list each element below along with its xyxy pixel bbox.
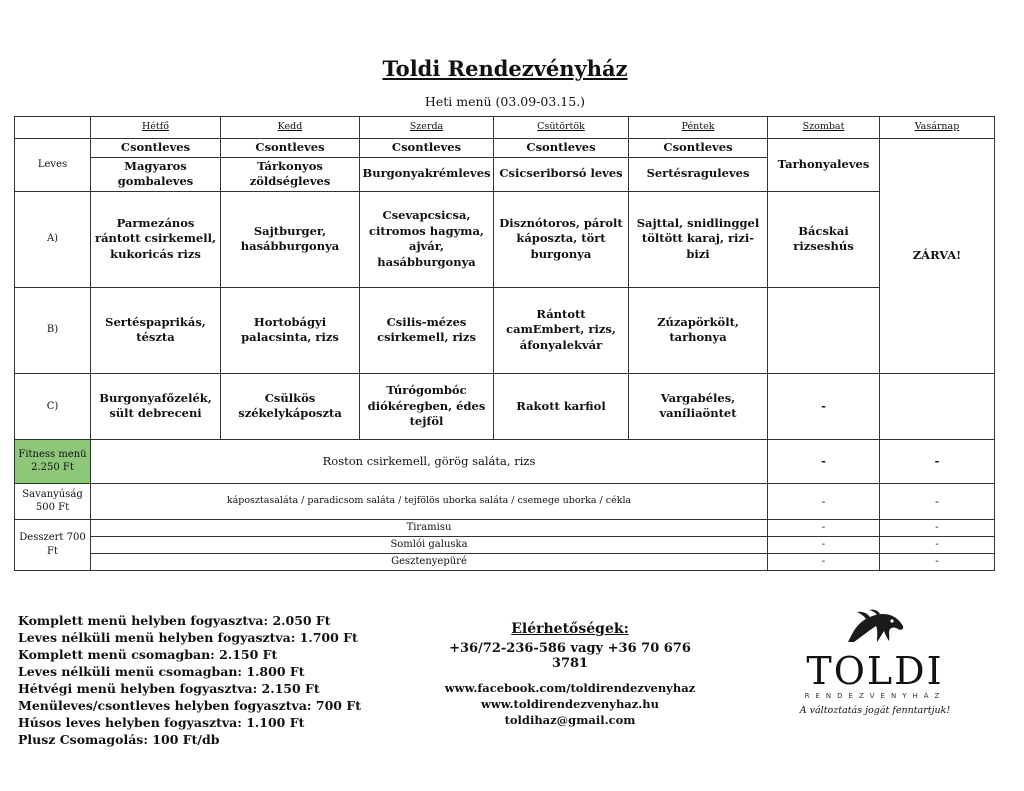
soup-main: Sertésraguleves: [629, 157, 768, 191]
page-subtitle: Heti menü (03.09-03.15.): [424, 94, 586, 109]
dessert-row: [15, 519, 995, 536]
logo-subtitle: RENDEZVÉNYHÁZ: [804, 692, 946, 700]
menu-b-cell: Rántott camEmbert, rizs, áfonyalekvár: [494, 287, 629, 373]
price-line: Komplett menü helyben fogyasztva: 2.050 Ft: [18, 613, 331, 628]
price-line: Leves nélküli menü helyben fogyasztva: 1.700 Ft: [18, 630, 358, 645]
day-header: Hétfő: [91, 117, 221, 139]
menu-c-row: [15, 373, 995, 439]
row-label-savanyusag: Savanyúság 500 Ft: [15, 483, 91, 519]
dessert-name: Gesztenyepüré: [91, 553, 768, 570]
menu-b-row: [15, 287, 995, 373]
menu-a-cell: Csevapcsicsa, citromos hagyma, ajvár, hasábburgonya: [360, 191, 494, 287]
menu-b-cell: Hortobágyi palacsinta, rizs: [221, 287, 360, 373]
menu-c-cell: Rakott karfiol: [494, 373, 629, 439]
menu-b-cell: Sertéspaprikás, tészta: [91, 287, 221, 373]
dessert-row: [15, 553, 995, 570]
logo-wordmark: TOLDI: [806, 649, 944, 693]
row-label-fitness: Fitness menü 2.250 Ft: [15, 439, 91, 483]
contact-heading: Elérhetőségek:: [511, 621, 629, 637]
contact-block: [430, 621, 710, 728]
saturday-soup: Tarhonyaleves: [768, 139, 880, 192]
header-corner: [15, 117, 91, 139]
fitness-dish: Roston csirkemell, görög saláta, rizs: [91, 439, 768, 483]
facebook-link[interactable]: www.facebook.com/toldirendezvenyhaz: [444, 681, 696, 695]
dessert-sunday: -: [880, 553, 995, 570]
price-line: Hétvégi menü helyben fogyasztva: 2.150 Ft: [18, 681, 320, 696]
email-link[interactable]: toldihaz@gmail.com: [504, 713, 636, 727]
savanyusag-row: [15, 483, 995, 519]
dessert-saturday: -: [768, 519, 880, 536]
menu-a-cell: Sajtburger, hasábburgonya: [221, 191, 360, 287]
day-header: Kedd: [221, 117, 360, 139]
menu-c-cell: Túrógombóc diókéregben, édes tejföl: [360, 373, 494, 439]
day-header: Péntek: [629, 117, 768, 139]
price-list: [18, 612, 361, 748]
soup-main: Csicseriborsó leves: [494, 157, 629, 191]
soup-top: Csontleves: [221, 139, 360, 158]
price-line: Komplett menü csomagban: 2.150 Ft: [18, 647, 278, 662]
menu-c-cell: Csülkös székelykáposzta: [221, 373, 360, 439]
menu-a-cell: Parmezános rántott csirkemell, kukoricás rizs: [91, 191, 221, 287]
page-title: Toldi Rendezvényház: [382, 56, 628, 81]
day-header: Szombat: [768, 117, 880, 139]
menu-a-cell: Disznótoros, párolt káposzta, tört burgonya: [494, 191, 629, 287]
dessert-row: [15, 536, 995, 553]
menu-c-cell: -: [768, 373, 880, 439]
soup-top: Csontleves: [494, 139, 629, 158]
menu-b-cell-saturday: [768, 287, 880, 373]
menu-c-cell: Burgonyafőzelék, sült debreceni: [91, 373, 221, 439]
website-link[interactable]: www.toldirendezvenyhaz.hu: [480, 697, 660, 711]
day-header: Csütörtök: [494, 117, 629, 139]
dessert-name: Tiramisu: [91, 519, 768, 536]
menu-a-cell: Sajttal, snidlinggel töltött karaj, rizi-bizi: [629, 191, 768, 287]
weekly-menu-table: [14, 116, 995, 571]
menu-a-cell: Bácskai rizseshús: [768, 191, 880, 287]
savanyusag-list: káposztasaláta / paradicsom saláta / tejfölös uborka saláta / csemege uborka / cékla: [91, 483, 768, 519]
fitness-sunday: -: [880, 439, 995, 483]
price-line: Leves nélküli menü csomagban: 1.800 Ft: [18, 664, 305, 679]
fitness-saturday: -: [768, 439, 880, 483]
row-label-b: B): [15, 287, 91, 373]
savanyusag-saturday: -: [768, 483, 880, 519]
menu-c-cell: Vargabéles, vaníliaöntet: [629, 373, 768, 439]
row-label-c: C): [15, 373, 91, 439]
dessert-sunday: -: [880, 536, 995, 553]
soup-top: Csontleves: [360, 139, 494, 158]
soup-main: Tárkonyos zöldségleves: [221, 157, 360, 191]
dessert-saturday: -: [768, 536, 880, 553]
toldi-logo: [795, 608, 955, 716]
horse-head-icon: [840, 608, 910, 646]
soup-row: [15, 139, 995, 158]
row-label-desszert: Desszert 700 Ft: [15, 519, 91, 570]
fitness-row: [15, 439, 995, 483]
soup-top: Csontleves: [91, 139, 221, 158]
price-line: Menüleves/csontleves helyben fogyasztva: 700 Ft: [18, 698, 361, 713]
savanyusag-sunday: -: [880, 483, 995, 519]
day-header: Szerda: [360, 117, 494, 139]
menu-a-row: [15, 191, 995, 287]
dessert-name: Somlói galuska: [91, 536, 768, 553]
soup-main: Magyaros gombaleves: [91, 157, 221, 191]
dessert-sunday: -: [880, 519, 995, 536]
contact-phone: +36/72-236-586 vagy +36 70 676 3781: [449, 641, 691, 671]
menu-c-cell-sunday: [880, 373, 995, 439]
soup-main: Burgonyakrémleves: [360, 157, 494, 191]
row-label-a: A): [15, 191, 91, 287]
menu-b-cell: Zúzapörkölt, tarhonya: [629, 287, 768, 373]
disclaimer-note: A változtatás jogát fenntartjuk!: [799, 705, 951, 716]
header-row: [15, 117, 995, 139]
dessert-saturday: -: [768, 553, 880, 570]
price-line: Plusz Csomagolás: 100 Ft/db: [18, 732, 220, 747]
menu-b-cell: Csilis-mézes csirkemell, rizs: [360, 287, 494, 373]
row-label-leves: Leves: [15, 139, 91, 192]
soup-top: Csontleves: [629, 139, 768, 158]
day-header: Vasárnap: [880, 117, 995, 139]
price-line: Húsos leves helyben fogyasztva: 1.100 Ft: [18, 715, 305, 730]
sunday-closed: ZÁRVA!: [880, 139, 995, 374]
